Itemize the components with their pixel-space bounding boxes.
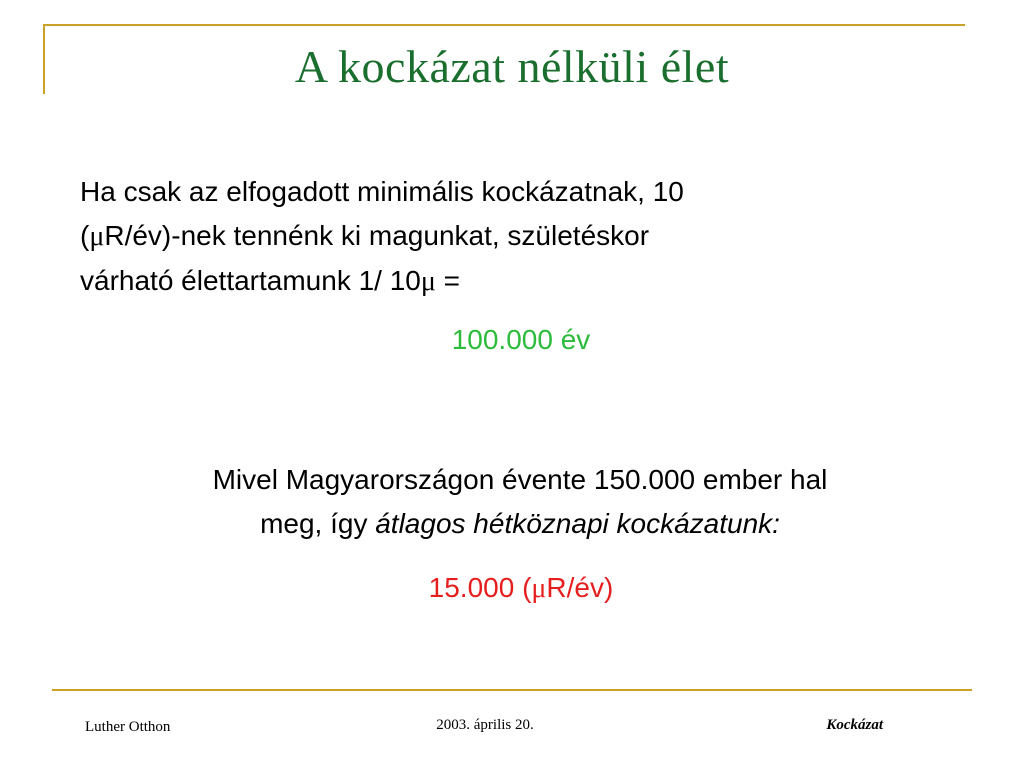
paragraph-text: Mivel Magyarországon évente 150.000 ember hal xyxy=(212,464,828,495)
paragraph-text: = xyxy=(435,265,461,296)
footer-topic: Kockázat xyxy=(826,717,883,733)
slide-title: A kockázat nélküli élet xyxy=(294,41,730,92)
mu-symbol: μ xyxy=(531,573,547,604)
paragraph-text: meg, így xyxy=(260,508,376,539)
paragraph-emphasis: átlagos hétköznapi kockázatunk: xyxy=(375,508,780,539)
mu-symbol: μ xyxy=(89,221,105,252)
footer-organization: Luther Otthon xyxy=(85,719,171,735)
result-text: R/év) xyxy=(546,572,614,603)
mu-symbol: μ xyxy=(420,266,436,297)
result-life-expectancy: 100.000 év xyxy=(451,324,591,355)
paragraph-text: Ha csak az elfogadott minimális kockázatnak, 10 xyxy=(80,176,684,207)
paragraph-line xyxy=(80,214,940,259)
paragraph-text: várható élettartamunk 1/ 10 xyxy=(80,265,421,296)
footer-rule xyxy=(52,689,972,691)
paragraph-minimal-risk xyxy=(80,170,940,304)
paragraph-text: ( xyxy=(80,220,90,251)
title-frame-top-rule xyxy=(43,24,965,26)
paragraph-line xyxy=(80,170,940,214)
footer-date: 2003. április 20. xyxy=(436,717,534,733)
paragraph-line xyxy=(70,458,970,502)
paragraph-average-risk xyxy=(70,458,970,546)
paragraph-text: R/év)-nek tennénk ki magunkat, születéskor xyxy=(104,220,650,251)
paragraph-line xyxy=(70,502,970,546)
result-text: 15.000 ( xyxy=(428,572,532,603)
paragraph-line xyxy=(80,259,940,304)
result-average-risk xyxy=(0,572,1024,605)
